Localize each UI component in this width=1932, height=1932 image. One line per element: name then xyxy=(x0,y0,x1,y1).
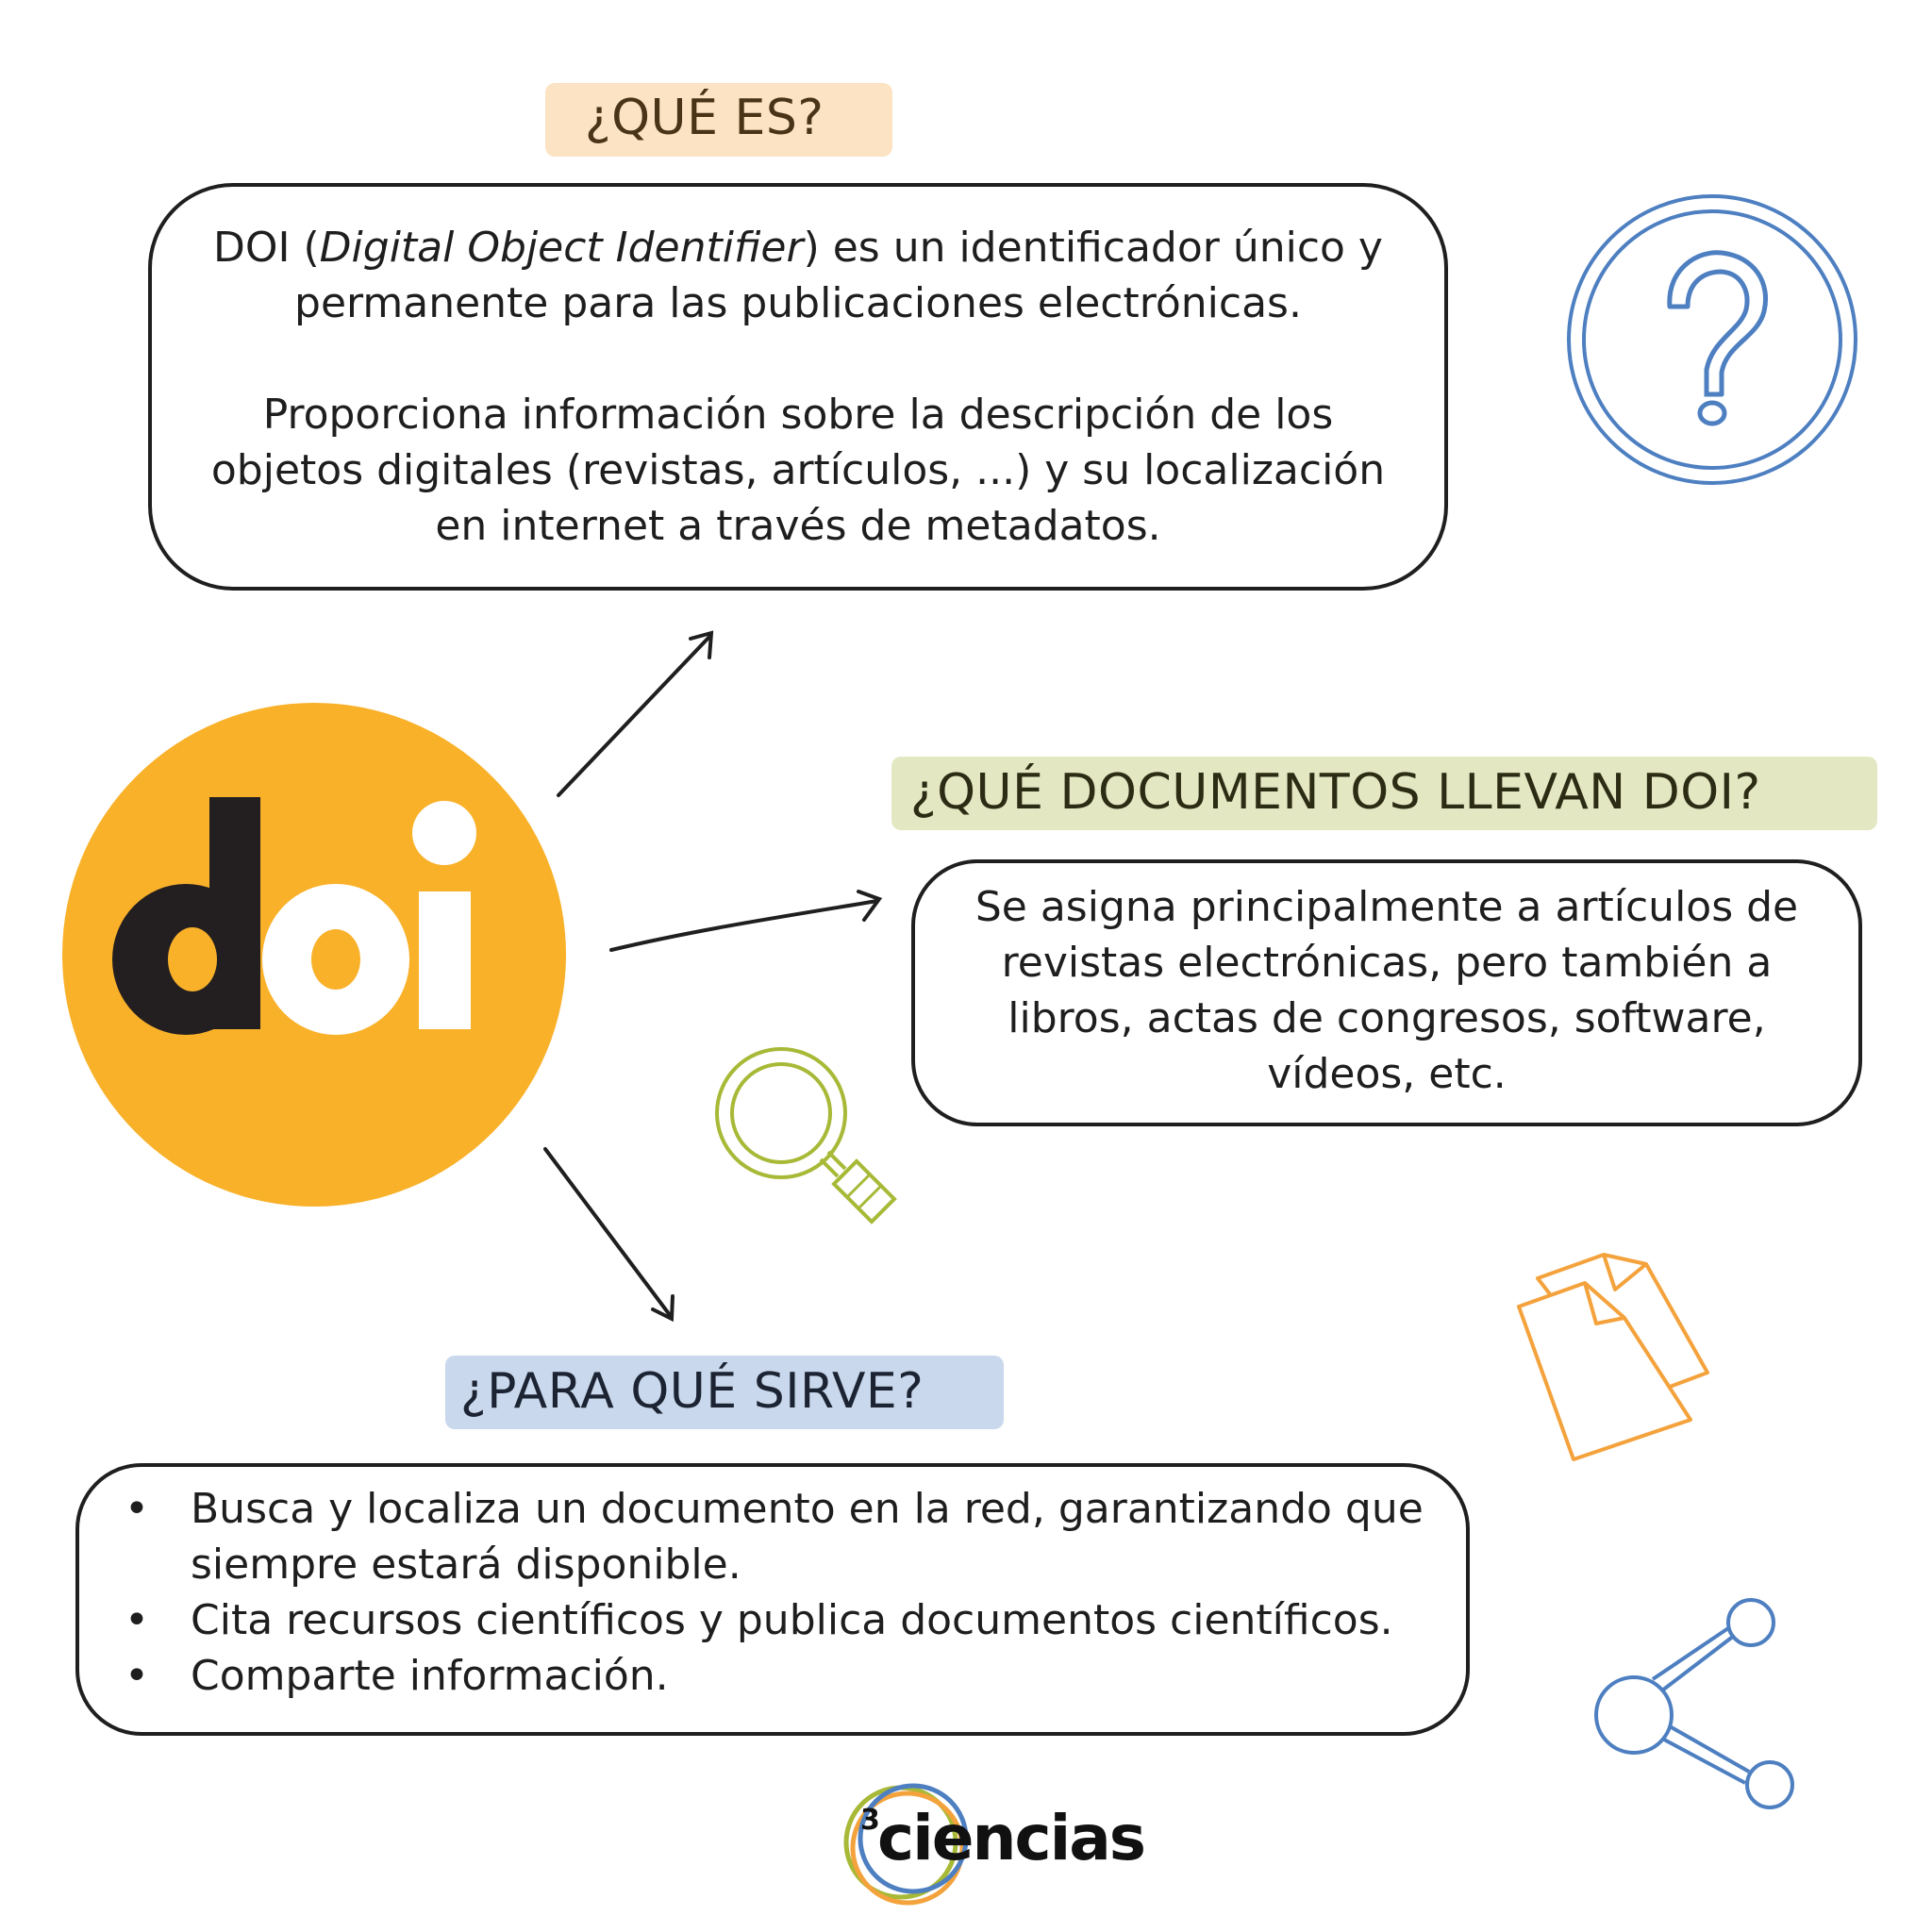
share-icon xyxy=(1594,1585,1797,1821)
heading-what-for: ¿PARA QUÉ SIRVE? xyxy=(460,1363,924,1420)
what-is-paragraph-1: DOI (Digital Object Identifier) es un identificador único y permanente para las publicaciones electrónicas. xyxy=(213,224,1383,327)
arrow-to-what-is xyxy=(547,618,726,807)
heading-what-is: ¿QUÉ ES? xyxy=(585,90,824,146)
list-item: • Comparte información. xyxy=(125,1652,669,1700)
heading-which-documents: ¿QUÉ DOCUMENTOS LLEVAN DOI? xyxy=(910,764,1761,821)
which-documents-text: Se asigna principalmente a artículos de revistas electrónicas, pero también a libros, actas de congresos, software, vídeos, etc. xyxy=(974,883,1799,1098)
question-circle-icon xyxy=(1561,189,1873,500)
what-for-list xyxy=(123,1481,1462,1704)
arrow-to-which-documents xyxy=(604,873,887,967)
documents-icon xyxy=(1509,1231,1722,1472)
what-is-paragraph-2: Proporciona información sobre la descripción de los objetos digitales (revistas, artículos, ...) y su localización en internet a través de metadatos. xyxy=(210,391,1386,550)
what-is-text xyxy=(189,220,1407,554)
3ciencias-logo-superscript: 3 xyxy=(860,1804,880,1837)
list-item: • Cita recursos científicos y publica documentos científicos. xyxy=(125,1596,1393,1644)
magnifying-glass-icon xyxy=(706,1042,908,1241)
arrow-to-what-for xyxy=(538,1140,689,1328)
doi-logo-letters xyxy=(62,703,566,1207)
list-item: • Busca y localiza un documento en la red, garantizando que siempre estará disponible. xyxy=(125,1485,1424,1589)
3ciencias-logo-word: ciencias xyxy=(877,1802,1145,1874)
